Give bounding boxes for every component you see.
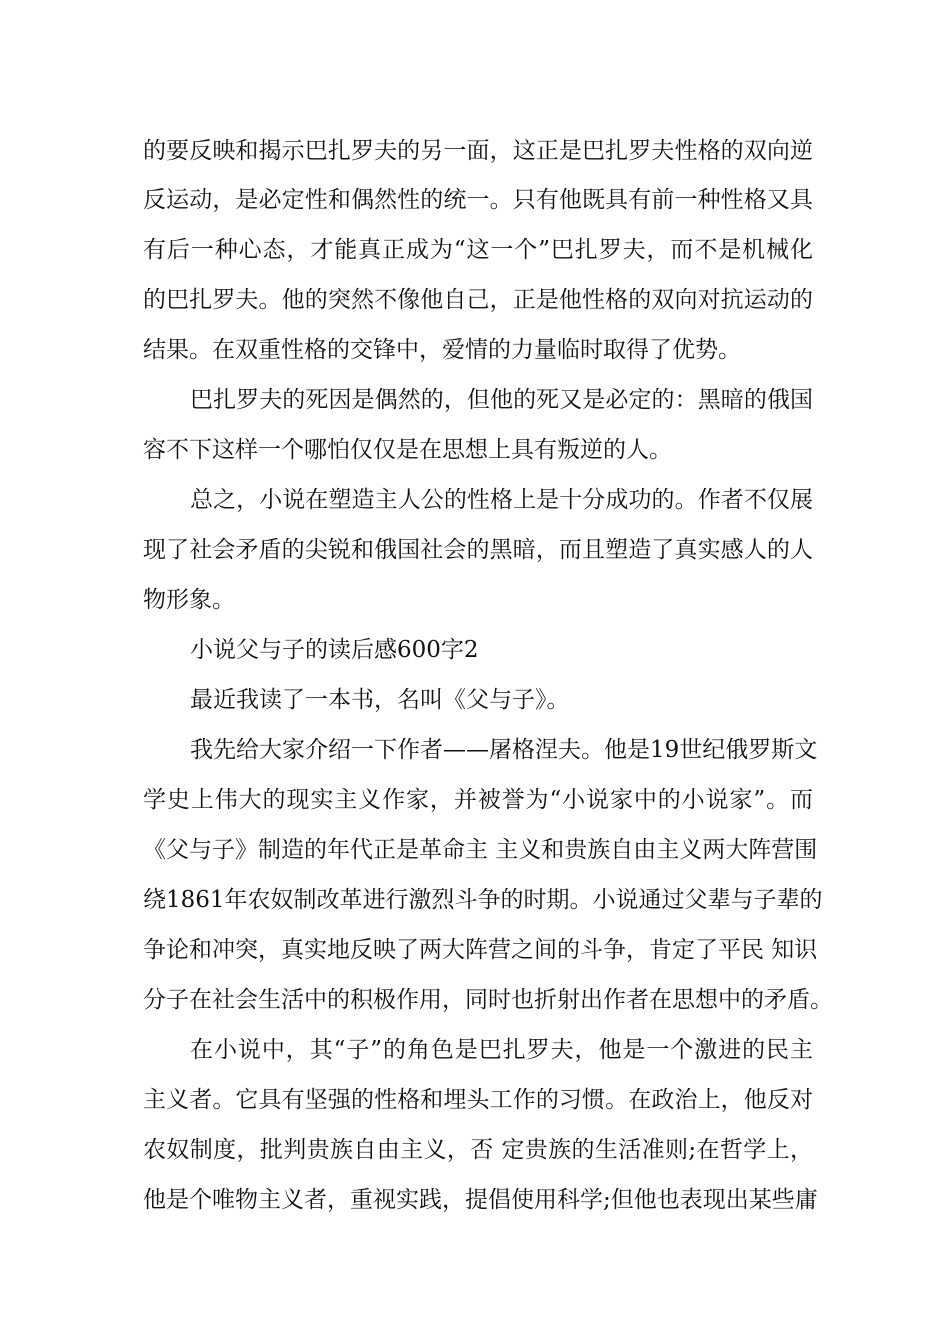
text-line: 现了社会矛盾的尖锐和俄国社会的黑暗，而且塑造了真实感人的人 <box>143 537 813 563</box>
text-line: 结果。在双重性格的交锋中，爱情的力量临时取得了优势。 <box>143 337 741 363</box>
text-line: 的要反映和揭示巴扎罗夫的另一面，这正是巴扎罗夫性格的双向逆 <box>143 138 813 164</box>
text-line: 的巴扎罗夫。他的突然不像他自己，正是他性格的双向对抗运动的 <box>143 287 813 313</box>
text-line: 在小说中，其“子”的角色是巴扎罗夫，他是一个激进的民主 <box>190 1037 813 1063</box>
section-heading: 小说父与子的读后感600字2 <box>190 637 479 663</box>
text-line: 有后一种心态，才能真正成为“这一个”巴扎罗夫，而不是机械化 <box>143 237 813 263</box>
text-line: 反运动，是必定性和偶然性的统一。只有他既具有前一种性格又具 <box>143 187 813 213</box>
text-line: 争论和冲突，真实地反映了两大阵营之间的斗争，肯定了平民 知识 <box>143 937 818 963</box>
text-line: 《父与子》制造的年代正是革命主 主义和贵族自由主义两大阵营围 <box>143 837 818 863</box>
text-line: 学史上伟大的现实主义作家，并被誉为“小说家中的小说家”。而 <box>143 787 813 813</box>
text-line: 农奴制度，批判贵族自由主义，否 定贵族的生活准则;在哲学上， <box>143 1137 813 1163</box>
text-line: 我先给大家介绍一下作者——屠格涅夫。他是19世纪俄罗斯文 <box>190 737 818 763</box>
text-line: 物形象。 <box>143 587 235 613</box>
text-line: 巴扎罗夫的死因是偶然的，但他的死又是必定的：黑暗的俄国 <box>190 387 813 413</box>
text-line: 最近我读了一本书，名叫《父与子》。 <box>190 687 570 713</box>
text-line: 他是个唯物主义者，重视实践，提倡使用科学;但他也表现出某些庸 <box>143 1187 818 1213</box>
text-line: 绕1861年农奴制改革进行激烈斗争的时期。小说通过父辈与子辈的 <box>143 887 823 913</box>
text-line: 容不下这样一个哪怕仅仅是在思想上具有叛逆的人。 <box>143 437 672 463</box>
text-line: 主义者。它具有坚强的性格和埋头工作的习惯。在政治上，他反对 <box>143 1087 813 1113</box>
text-line: 分子在社会生活中的积极作用，同时也折射出作者在思想中的矛盾。 <box>143 987 833 1013</box>
text-line: 总之，小说在塑造主人公的性格上是十分成功的。作者不仅展 <box>190 487 813 513</box>
